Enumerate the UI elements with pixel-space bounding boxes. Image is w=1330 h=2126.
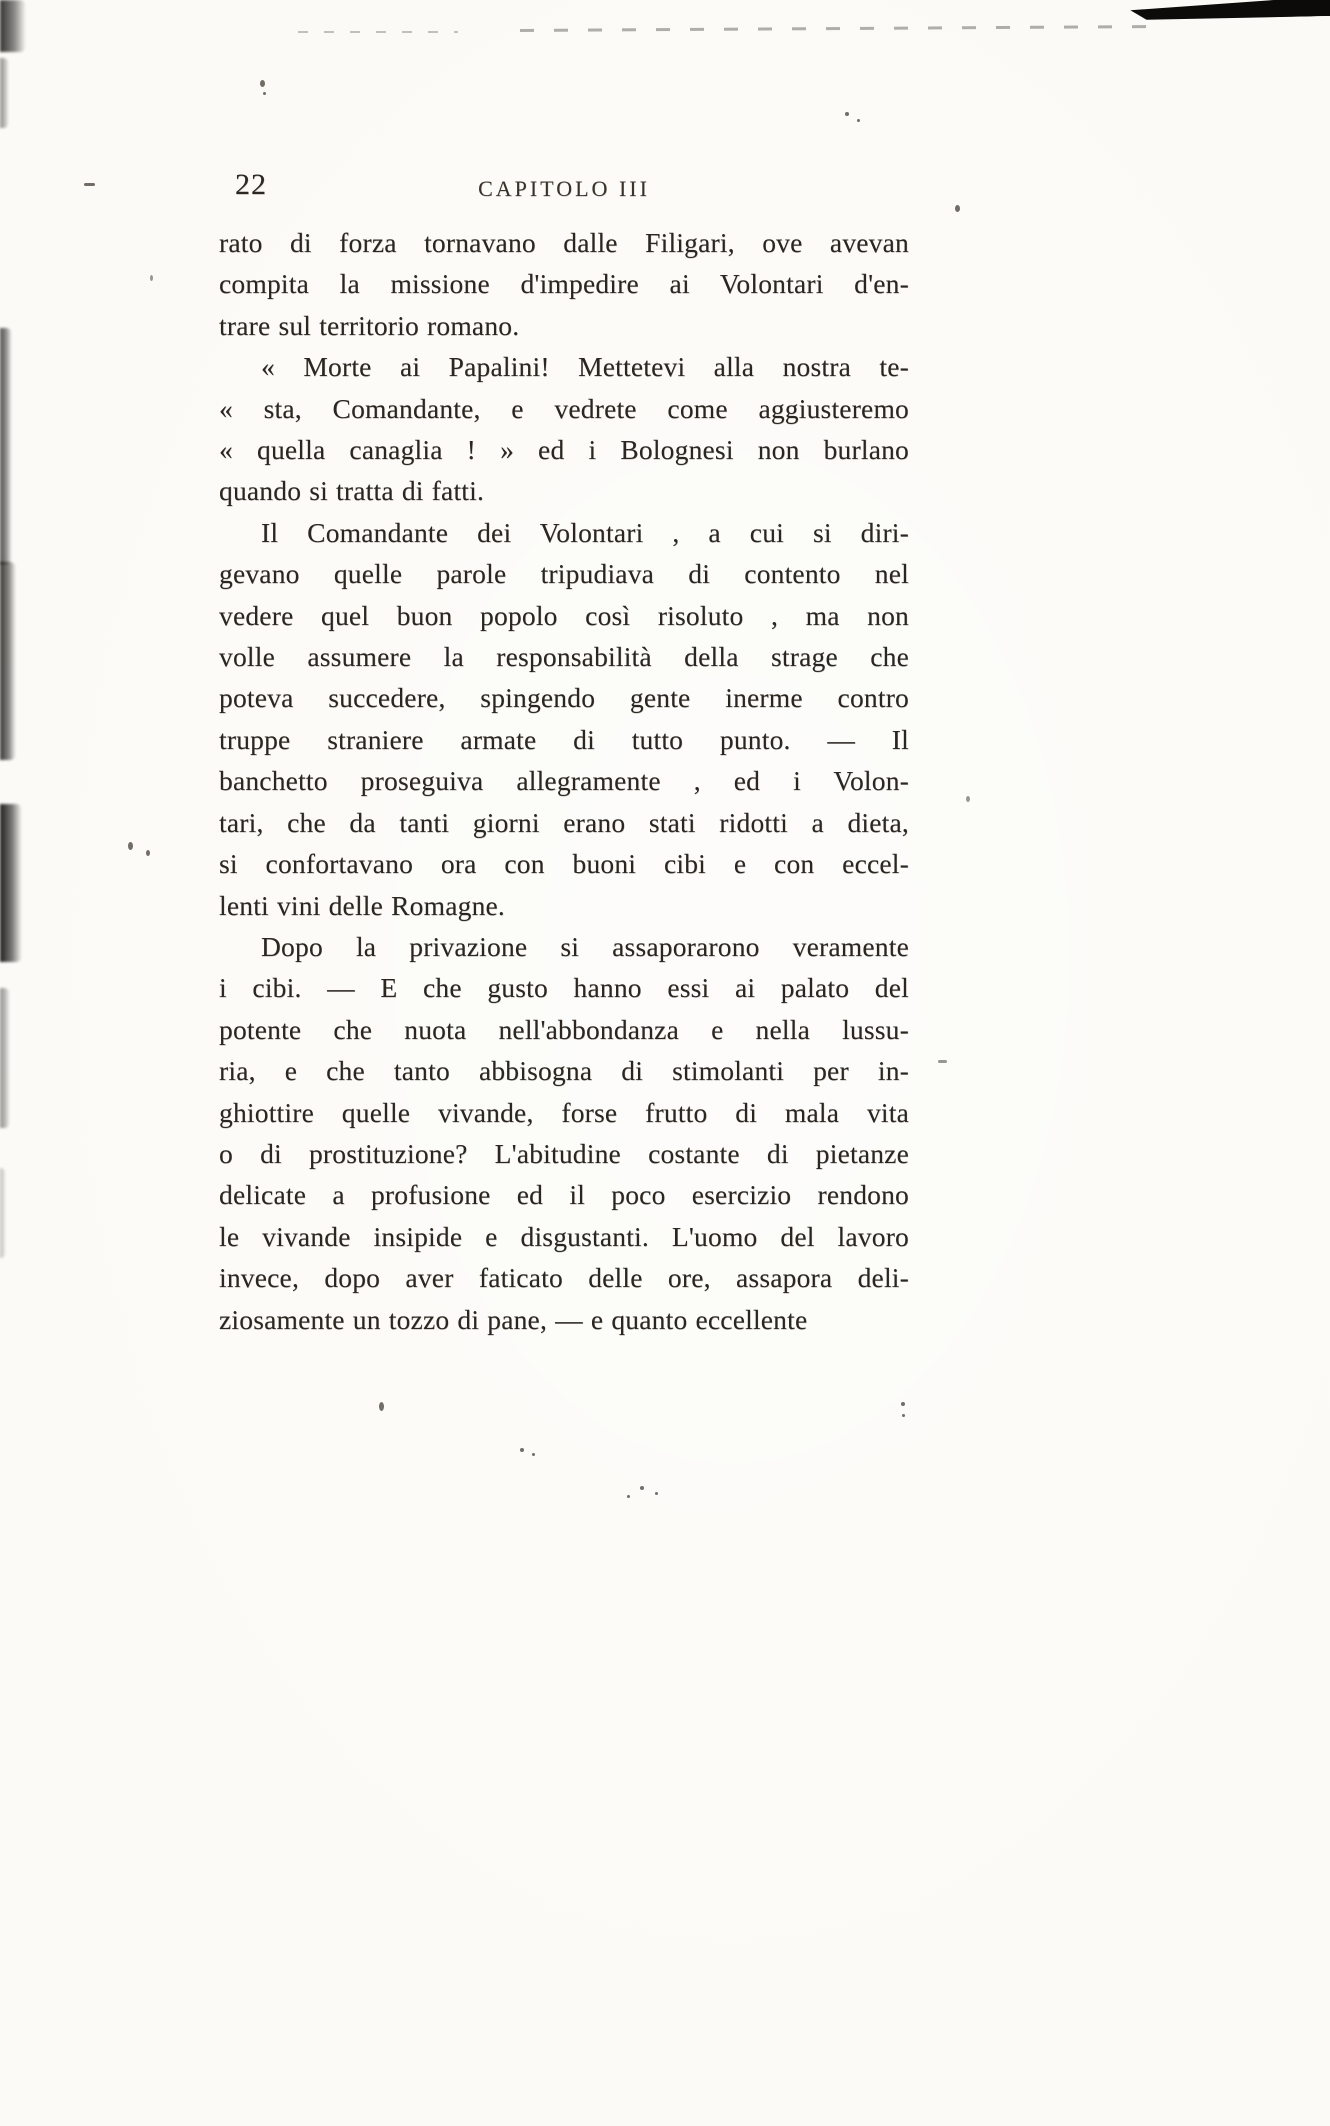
scan-speck bbox=[260, 80, 265, 87]
scan-speck bbox=[901, 1402, 905, 1406]
scan-artifact-left-edge bbox=[0, 562, 16, 760]
text-line: Il Comandante dei Volontari , a cui si diri- bbox=[261, 516, 909, 548]
scan-speck bbox=[263, 92, 266, 95]
text-line: i cibi. — E che gusto hanno essi ai palato del bbox=[219, 972, 909, 1004]
text-line: rato di forza tornavano dalle Filigari, ove avevan bbox=[219, 227, 909, 258]
text-line: o di prostituzione? L'abitudine costante di pietanze bbox=[219, 1137, 909, 1169]
scan-speck bbox=[150, 275, 153, 281]
text-line: banchetto proseguiva allegramente , ed i Volon- bbox=[219, 765, 909, 797]
text-line: ziosamente un tozzo di pane, — e quanto eccellente bbox=[219, 1303, 808, 1335]
scan-speck bbox=[640, 1486, 644, 1490]
text-line: poteva succedere, spingendo gente inerme contro bbox=[219, 682, 909, 714]
text-line: quando si tratta di fatti. bbox=[219, 475, 485, 507]
scan-artifact-left-edge bbox=[0, 58, 9, 128]
scan-speck bbox=[966, 796, 970, 802]
text-line: « Morte ai Papalini! Mettetevi alla nostra te- bbox=[261, 351, 909, 383]
scan-speck bbox=[520, 1448, 524, 1452]
scan-artifact-left-edge bbox=[0, 988, 10, 1128]
chapter-title: CAPITOLO III bbox=[478, 176, 650, 201]
text-line: si confortavano ora con buoni cibi e con eccel- bbox=[219, 848, 909, 880]
text-line: ria, e che tanto abbisogna di stimolanti per in- bbox=[219, 1055, 909, 1087]
scan-artifact-corner-wedge bbox=[1130, 0, 1330, 21]
text-line: gevano quelle parole tripudiava di contento nel bbox=[219, 558, 909, 590]
body-text bbox=[219, 222, 909, 1340]
paragraph bbox=[219, 346, 909, 512]
scan-speck bbox=[84, 183, 95, 186]
running-head bbox=[219, 166, 909, 210]
scan-speck bbox=[902, 1414, 905, 1417]
scan-speck bbox=[379, 1402, 384, 1411]
scan-artifact-dashed-line bbox=[298, 31, 458, 33]
text-line: ghiottire quelle vivande, forse frutto di mala vita bbox=[219, 1096, 909, 1128]
scan-speck bbox=[955, 205, 960, 212]
scan-artifact-dashed-line bbox=[520, 25, 1160, 32]
scan-artifact-left-edge bbox=[0, 1168, 6, 1258]
scan-speck bbox=[857, 119, 860, 122]
text-line: delicate a profusione ed il poco esercizio rendono bbox=[219, 1179, 909, 1211]
paragraph bbox=[219, 926, 909, 1340]
scan-speck bbox=[845, 112, 849, 116]
scan-speck bbox=[655, 1492, 658, 1495]
scan-speck bbox=[146, 850, 150, 856]
text-line: « quella canaglia ! » ed i Bolognesi non burlano bbox=[219, 434, 909, 466]
text-line: invece, dopo aver faticato delle ore, assapora deli- bbox=[219, 1262, 909, 1294]
scan-artifact-left-edge bbox=[0, 0, 26, 52]
text-line: volle assumere la responsabilità della strage che bbox=[219, 641, 909, 673]
text-line: lenti vini delle Romagne. bbox=[219, 889, 505, 921]
paragraph bbox=[219, 222, 909, 346]
text-line: « sta, Comandante, e vedrete come aggiusteremo bbox=[219, 392, 909, 424]
text-line: vedere quel buon popolo così risoluto , ma non bbox=[219, 599, 909, 631]
text-line: potente che nuota nell'abbondanza e nella lussu- bbox=[219, 1013, 909, 1045]
scan-speck bbox=[128, 842, 133, 850]
text-line: le vivande insipide e disgustanti. L'uomo del lavoro bbox=[219, 1220, 909, 1252]
text-line: truppe straniere armate di tutto punto. — Il bbox=[219, 723, 909, 755]
scan-artifact-left-edge bbox=[0, 804, 22, 962]
page-number: 22 bbox=[235, 168, 267, 201]
paragraph bbox=[219, 512, 909, 926]
scan-speck bbox=[532, 1453, 535, 1456]
scan-artifact-left-edge bbox=[0, 328, 12, 564]
text-line: trare sul territorio romano. bbox=[219, 309, 520, 341]
text-line: compita la missione d'impedire ai Volontari d'en- bbox=[219, 268, 909, 300]
text-line: Dopo la privazione si assaporarono veramente bbox=[261, 930, 909, 962]
scan-speck bbox=[627, 1495, 630, 1498]
scan-speck bbox=[938, 1060, 947, 1063]
text-line: tari, che da tanti giorni erano stati ridotti a dieta, bbox=[219, 806, 909, 838]
